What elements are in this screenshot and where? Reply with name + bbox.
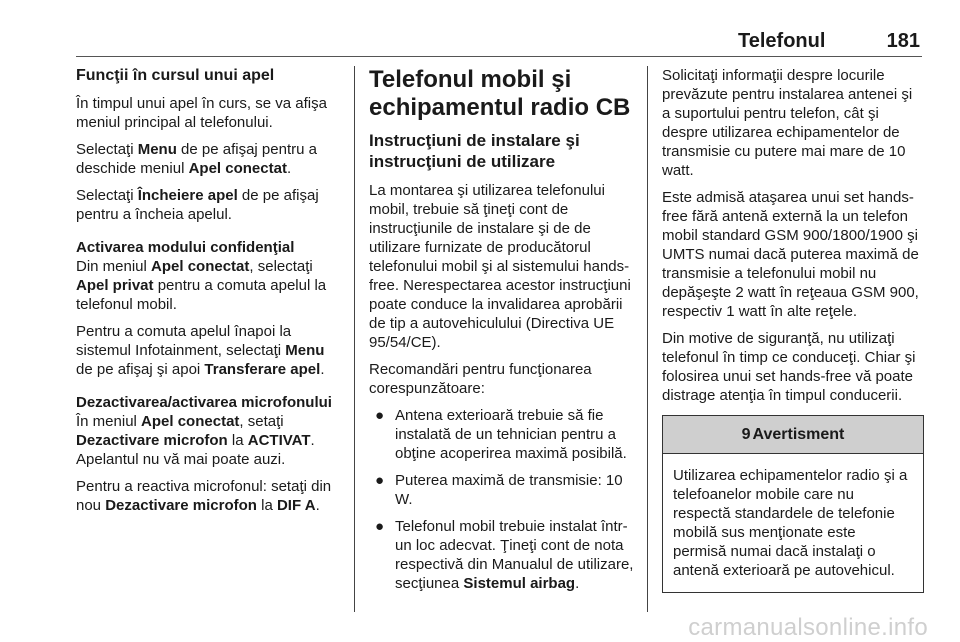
menu-term: Încheiere apel <box>137 187 238 204</box>
menu-term: Menu <box>285 342 325 359</box>
list-item <box>369 517 635 593</box>
warning-box <box>662 415 924 593</box>
heading-microphone: Dezactivarea/activarea microfonului <box>76 394 332 411</box>
recommendation-list <box>369 406 635 593</box>
bullet-icon: ● <box>375 472 385 489</box>
text: pentru a comuta apelul la telefonul mobil. <box>76 277 327 313</box>
text: În meniul <box>76 413 142 430</box>
warning-header <box>663 416 923 454</box>
paragraph: În timpul unui apel în curs, se va afişa meniul principal al telefonului. <box>76 95 327 131</box>
header-rule <box>76 56 922 57</box>
paragraph <box>76 412 344 469</box>
text: Telefonul mobil trebuie instalat într-un loc adecvat. Ţineţi cont de nota respectivă din Manualul de utilizare, secţiunea <box>395 518 634 592</box>
column-right <box>662 66 924 593</box>
text: la <box>227 432 248 449</box>
warning-title: Avertisment <box>752 426 845 443</box>
menu-term: Menu <box>137 141 177 158</box>
heading-private-mode: Activarea modului confidenţial <box>76 239 295 256</box>
menu-term: Apel conectat <box>151 258 250 275</box>
list-item <box>369 406 635 463</box>
text: Antena exterioară trebuie să fie instalată de un tehnician pentru a obţine acoperirea maximă posibilă. <box>395 407 627 462</box>
menu-term: Sistemul airbag <box>463 575 576 592</box>
text: Pentru a reactiva microfonul: setaţi din nou <box>76 478 332 514</box>
text: Din meniul <box>76 258 152 275</box>
column-middle <box>369 66 635 601</box>
menu-term: Apel conectat <box>141 413 240 430</box>
column-divider-left <box>354 66 355 612</box>
paragraph <box>76 140 344 178</box>
bullet-icon: ● <box>375 407 385 424</box>
text: la <box>256 497 277 514</box>
text: Pentru a comuta apelul înapoi la sistemul Infotainment, selectaţi <box>76 323 292 359</box>
menu-term: DIF A <box>276 497 316 514</box>
page-number: 181 <box>886 30 920 52</box>
heading-installation: Instrucţiuni de instalare şi instrucţiuni de utilizare <box>369 131 580 171</box>
text: de pe afişaj şi apoi <box>76 361 205 378</box>
paragraph: Este admisă ataşarea unui set hands-free fără antenă externă la un telefon mobil standard GSM 900/1800/1900 şi UMTS numai dacă puterea maximă de transmisie a telefonului mobil nu depăşeşte 2 watt în reţeaua GSM 900, respectiv 1 watt în alte reţele. <box>662 189 919 320</box>
text: , setaţi <box>239 413 284 430</box>
text: . <box>315 497 320 514</box>
menu-term: Apel privat <box>76 277 154 294</box>
menu-term: ACTIVAT <box>247 432 311 449</box>
text: , selectaţi <box>249 258 313 275</box>
heading-call-functions: Funcţii în cursul unui apel <box>76 67 275 84</box>
menu-term: Transferare apel <box>204 361 321 378</box>
text: . <box>320 361 325 378</box>
paragraph <box>76 322 344 379</box>
header-title: Telefonul <box>738 30 826 52</box>
column-left <box>76 66 344 523</box>
paragraph <box>76 477 344 515</box>
paragraph <box>76 186 344 224</box>
menu-term: Dezactivare microfon <box>76 432 228 449</box>
text: Selectaţi <box>76 141 138 158</box>
text: Puterea maximă de transmisie: 10 W. <box>395 472 623 508</box>
text: . <box>286 160 292 177</box>
column-divider-right <box>647 66 648 612</box>
paragraph: Recomandări pentru funcţionarea corespunzătoare: <box>369 361 592 397</box>
menu-term: Apel conectat <box>188 160 287 177</box>
text: Selectaţi <box>76 187 138 204</box>
paragraph: La montarea şi utilizarea telefonului mobil, trebuie să ţineţi cont de instrucţiunile de instalare şi de de utilizare furnizate de producătorul telefonului mobil şi al sistemului hands-free. Nerespectarea acestor instrucţiuni poate conduce la invalidarea aprobării de tip a autovehiculului (Directiva UE 95/54/CE). <box>369 182 631 351</box>
paragraph: Solicitaţi informaţii despre locurile prevăzute pentru instalarea antenei şi a suportului pentru telefon, cât şi despre utilizarea echipamentelor de transmisie cu putere mai mare de 10 watt. <box>662 67 913 179</box>
paragraph: Din motive de siguranţă, nu utilizaţi telefonul în timp ce conduceţi. Chiar şi folosirea unui set hands-free vă poate distrage atenţia în timpul conducerii. <box>662 330 916 404</box>
watermark: carmanualsonline.info <box>688 614 928 641</box>
bullet-icon: ● <box>375 518 385 535</box>
text: de pe afişaj pentru a deschide meniul <box>76 141 317 177</box>
text: . <box>575 575 580 592</box>
text: . Apelantul nu vă mai poate auzi. <box>76 432 315 468</box>
paragraph <box>76 257 344 314</box>
text: de pe afişaj pentru a încheia apelul. <box>76 187 319 223</box>
heading-mobile-cb: Telefonul mobil şi echipamentul radio CB <box>369 66 631 121</box>
warning-icon: 9 <box>741 426 751 443</box>
menu-term: Dezactivare microfon <box>105 497 257 514</box>
list-item <box>369 471 635 509</box>
warning-text: Utilizarea echipamentelor radio şi a telefoanelor mobile care nu respectă standardele de telefonie mobilă sus menţionate este permisă numai dacă instalaţi o antenă exterioară pe autovehicul. <box>673 467 908 579</box>
